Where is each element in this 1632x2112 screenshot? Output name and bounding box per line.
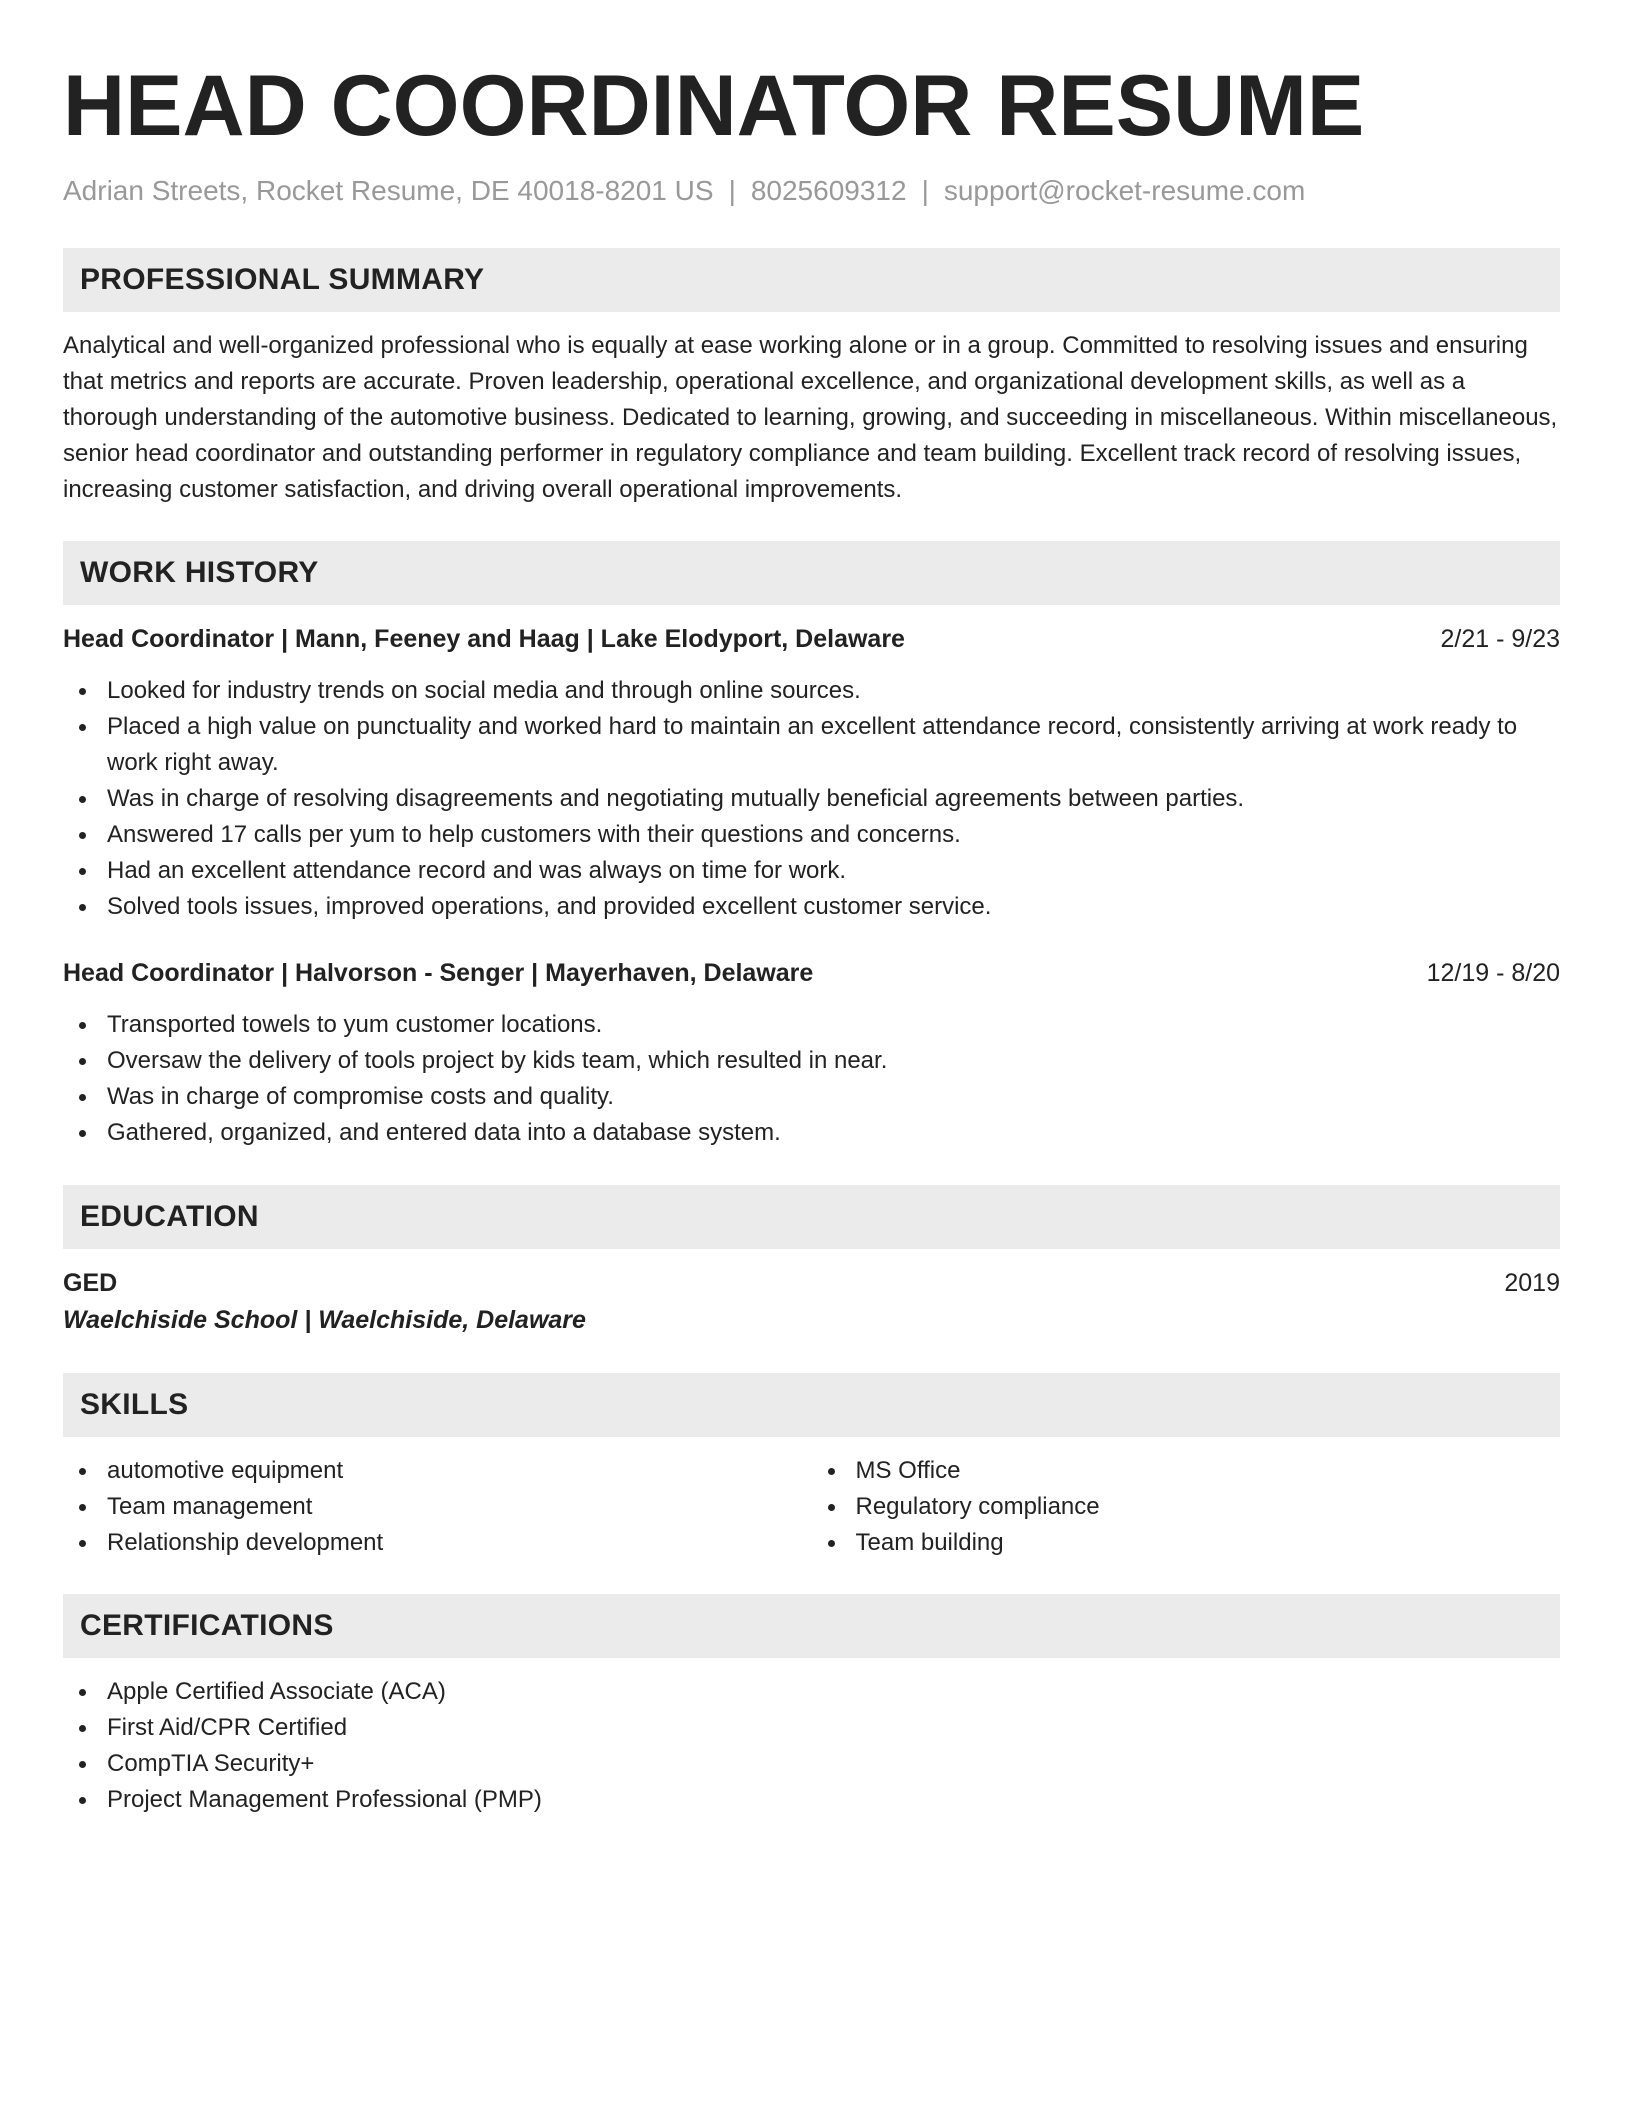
skill-item: Relationship development <box>63 1525 812 1561</box>
job-dates: 2/21 - 9/23 <box>1440 625 1560 653</box>
skills-list <box>63 1453 1560 1561</box>
job-bullet: Oversaw the delivery of tools project by kids team, which resulted in near. <box>63 1043 1560 1079</box>
job-title: Head Coordinator | Mann, Feeney and Haag | Lake Elodyport, Delaware <box>63 625 905 653</box>
certification-item: First Aid/CPR Certified <box>63 1710 1560 1746</box>
job-bullet: Solved tools issues, improved operations, and provided excellent customer service. <box>63 889 1560 925</box>
job-bullet: Looked for industry trends on social media and through online sources. <box>63 673 1560 709</box>
education-school: Waelchiside School | Waelchiside, Delaware <box>63 1306 586 1334</box>
section-heading-summary: PROFESSIONAL SUMMARY <box>63 248 1560 312</box>
skill-item: Team building <box>812 1525 1561 1561</box>
section-heading-skills: SKILLS <box>63 1373 1560 1437</box>
section-heading-certifications: CERTIFICATIONS <box>63 1594 1560 1658</box>
certification-item: Project Management Professional (PMP) <box>63 1782 1560 1818</box>
job-dates: 12/19 - 8/20 <box>1426 959 1560 987</box>
section-heading-work-history: WORK HISTORY <box>63 541 1560 605</box>
contact-address: Adrian Streets, Rocket Resume, DE 40018-8201 US <box>63 175 714 206</box>
job-title: Head Coordinator | Halvorson - Senger | Mayerhaven, Delaware <box>63 959 814 987</box>
certification-item: CompTIA Security+ <box>63 1746 1560 1782</box>
section-heading-education: EDUCATION <box>63 1185 1560 1249</box>
summary-text: Analytical and well-organized professional who is equally at ease working alone or in a group. Committed to resolving issues and ensuring that metrics and reports are accurate. Proven leadership, operational excellence, and organizational development skills, as well as a thorough understanding of the automotive business. Dedicated to learning, growing, and succeeding in miscellaneous. Within miscellaneous, senior head coordinator and outstanding performer in regulatory compliance and team building. Excellent track record of resolving issues, increasing customer satisfaction, and driving overall operational improvements. <box>63 332 1558 503</box>
job-bullet: Transported towels to yum customer locations. <box>63 1007 1560 1043</box>
job-entry <box>63 955 1560 1151</box>
job-entry <box>63 621 1560 925</box>
job-header <box>63 955 1560 991</box>
skill-item: MS Office <box>812 1453 1561 1489</box>
skill-item: Team management <box>63 1489 812 1525</box>
job-bullet: Gathered, organized, and entered data into a database system. <box>63 1115 1560 1151</box>
skills-column-left <box>63 1453 812 1561</box>
education-degree: GED <box>63 1269 118 1297</box>
job-bullet: Was in charge of resolving disagreements and negotiating mutually beneficial agreements between parties. <box>63 781 1560 817</box>
job-bullet: Placed a high value on punctuality and worked hard to maintain an excellent attendance record, consistently arriving at work ready to work right away. <box>63 709 1560 781</box>
resume-title: HEAD COORDINATOR RESUME <box>63 58 1365 154</box>
job-bullet: Had an excellent attendance record and was always on time for work. <box>63 853 1560 889</box>
certifications-list <box>63 1674 1560 1818</box>
education-entry <box>63 1265 1560 1339</box>
education-header <box>63 1265 1560 1301</box>
job-header <box>63 621 1560 657</box>
contact-separator: | <box>728 175 736 206</box>
education-year: 2019 <box>1504 1269 1560 1297</box>
contact-phone[interactable]: 8025609312 <box>750 175 907 206</box>
job-bullets <box>63 673 1560 925</box>
certification-item: Apple Certified Associate (ACA) <box>63 1674 1560 1710</box>
skills-column-right <box>812 1453 1561 1561</box>
job-bullet: Was in charge of compromise costs and quality. <box>63 1079 1560 1115</box>
job-bullet: Answered 17 calls per yum to help customers with their questions and concerns. <box>63 817 1560 853</box>
contact-separator: | <box>921 175 929 206</box>
resume-page <box>63 0 1560 1818</box>
skill-item: Regulatory compliance <box>812 1489 1561 1525</box>
job-bullets <box>63 1007 1560 1151</box>
contact-email[interactable]: support@rocket-resume.com <box>943 175 1306 206</box>
contact-line <box>63 174 1560 208</box>
skill-item: automotive equipment <box>63 1453 812 1489</box>
